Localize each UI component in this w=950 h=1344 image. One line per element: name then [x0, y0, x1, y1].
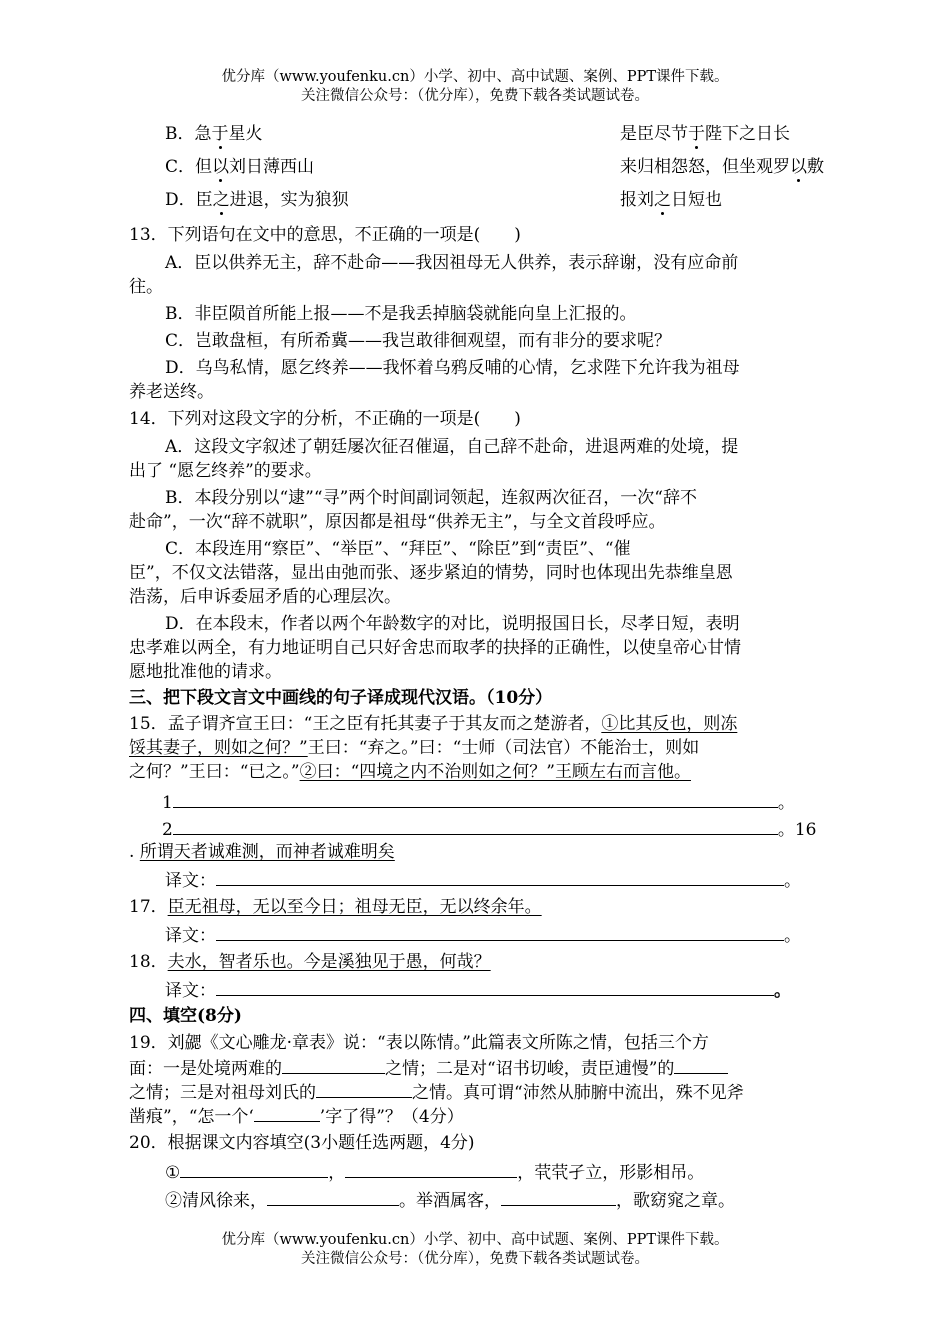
q19-line-4: 凿痕”，“怎一个‘ ’字了得”？（4分） [129, 1103, 819, 1129]
footer-line-2: 关注微信公众号：（优分库），免费下载各类试题试卷。 [301, 1251, 649, 1267]
q16-translation-blank[interactable] [216, 867, 784, 886]
q15-line-1: 15．孟子谓齐宣王曰：“王之臣有托其妻子于其友而之楚游者，①比其反也，则冻 [129, 714, 738, 734]
page-header [0, 68, 950, 106]
q18-translation-blank[interactable] [216, 977, 774, 996]
q12-option-c: C．但以刘日薄西山 来归相怨怒，但坐观罗以敷 [165, 157, 824, 177]
q19-blank-3[interactable] [316, 1079, 412, 1098]
q20-item-2: ②清风徐来， 。举酒属客， ，歌窈窕之章。 [165, 1187, 855, 1213]
q20-item-1: ① ， ，茕茕孑立，形影相吊。 [165, 1159, 855, 1185]
q14-option-a-cont: 出了 “愿乞终养”的要求。 [129, 461, 322, 481]
q15-line-3: 之何？”王曰：“已之。”②曰：“四境之内不治则如之何？”王顾左右而言他。 [129, 762, 691, 782]
answer-blank-2[interactable] [173, 816, 778, 835]
q12-option-b-right: 是臣尽节于陛下之日长 [620, 124, 790, 144]
q14-option-b-cont: 赴命”，一次“辞不就职”，原因都是祖母“供养无主”，与全文首段呼应。 [129, 512, 666, 532]
q12-option-d: D．臣之进退，实为狼狈 报刘之日短也 [165, 190, 722, 210]
q13-option-d-cont: 养老送终。 [129, 382, 214, 402]
q14-option-d-cont2: 愿地批准他的请求。 [129, 662, 282, 682]
q14-option-a: A．这段文字叙述了朝廷屡次征召催逼，自己辞不赴命，进退两难的处境，提 [165, 437, 739, 457]
page-footer [0, 1231, 950, 1269]
q14-option-c-cont2: 浩荡，后申诉委屈矛盾的心理层次。 [129, 587, 401, 607]
q19-line-1: 19．刘勰《文心雕龙·章表》说：“表以陈情。”此篇表文所陈之情，包括三个方 [129, 1033, 709, 1053]
q14-option-d-cont: 忠孝难以两全，有力地证明自己只好舍忠而取孝的抉择的正确性，以使皇帝心甘情 [129, 638, 741, 658]
q16-sentence: . 所谓天者诚难测，而神者诚难明矣 [129, 842, 395, 862]
q13-option-a: A．臣以供养无主，辞不赴命——我因祖母无人供养，表示辞谢，没有应命前 [165, 253, 739, 273]
q12-option-c-right: 来归相怨怒，但坐观罗以敷 [620, 157, 824, 177]
q13-option-d: D．乌鸟私情，愿乞终养——我怀着乌鸦反哺的心情，乞求陛下允许我为祖母 [165, 358, 740, 378]
q20-blank-2[interactable] [345, 1159, 517, 1178]
q14-option-b: B．本段分别以“逮”“寻”两个时间副词领起，连叙两次征召，一次“辞不 [165, 488, 697, 508]
q20-blank-3[interactable] [267, 1187, 399, 1206]
q13-option-b: B．非臣陨首所能上报——不是我丢掉脑袋就能向皇上汇报的。 [165, 304, 637, 324]
q12-option-b: B．急于星火 是臣尽节于陛下之日长 [165, 124, 790, 144]
q20-blank-1[interactable] [180, 1159, 328, 1178]
q19-line-3: 之情；三是对祖母刘氏的 之情。真可谓“沛然从肺腑中流出，殊不见斧 [129, 1079, 819, 1105]
answer-blank-1[interactable] [173, 789, 778, 808]
q20-stem: 20．根据课文内容填空(3小题任选两题，4分) [129, 1133, 475, 1153]
q20-blank-4[interactable] [501, 1187, 616, 1206]
q19-blank-1[interactable] [282, 1055, 385, 1074]
footer-line-1: 优分库（www.youfenku.cn）小学、初中、高中试题、案例、PPT课件下载。 [221, 1232, 729, 1248]
q15-line-2: 馁其妻子，则如之何？”王曰：“弃之。”曰：“士师（司法官）不能治士，则如 [129, 738, 700, 758]
header-line-1: 优分库（www.youfenku.cn）小学、初中、高中试题、案例、PPT课件下载。 [221, 69, 729, 85]
q18-translation: 译文： 。 [165, 977, 855, 1003]
q14-option-c: C．本段连用“察臣”、“举臣”、“拜臣”、“除臣”到“责臣”、“催 [165, 539, 631, 559]
section-3-title: 三、把下段文言文中画线的句子译成现代汉语。（10分） [129, 688, 553, 708]
q17-sentence: 17．臣无祖母，无以至今日；祖母无臣，无以终余年。 [129, 897, 542, 917]
q14-option-c-cont: 臣”，不仅文法错落，显出由弛而张、逐步紧迫的情势，同时也体现出先恭维皇恩 [129, 563, 733, 583]
q17-translation: 译文： 。 [165, 922, 855, 948]
q13-option-c: C．岂敢盘桓，有所希冀——我岂敢徘徊观望，而有非分的要求呢？ [165, 331, 672, 351]
section-4-title: 四、填空(8分) [129, 1006, 242, 1026]
header-line-2: 关注微信公众号：（优分库），免费下载各类试题试卷。 [301, 88, 649, 104]
q18-sentence: 18．夫水，智者乐也。今是溪独见于愚，何哉？ [129, 952, 491, 972]
q14-option-d: D．在本段末，作者以两个年龄数字的对比，说明报国日长，尽孝日短，表明 [165, 614, 740, 634]
q19-line-2: 面：一是处境两难的 之情；二是对“诏书切峻，责臣逋慢”的 [129, 1055, 819, 1081]
q17-translation-blank[interactable] [216, 922, 784, 941]
q13-stem: 13．下列语句在文中的意思，不正确的一项是( ) [129, 225, 521, 245]
q14-stem: 14．下列对这段文字的分析，不正确的一项是( ) [129, 409, 521, 429]
emphasis-dot: 于 [211, 124, 229, 144]
q19-blank-2[interactable] [674, 1055, 728, 1074]
q16-translation: 译文： 。 [165, 867, 855, 893]
q15-answer-1: 1 。 [162, 789, 852, 815]
q19-blank-4[interactable] [254, 1103, 320, 1122]
q15-answer-2: 2 。16 [162, 816, 852, 842]
q12-option-d-right: 报刘之日短也 [620, 190, 722, 210]
q13-option-a-cont: 往。 [129, 277, 163, 297]
